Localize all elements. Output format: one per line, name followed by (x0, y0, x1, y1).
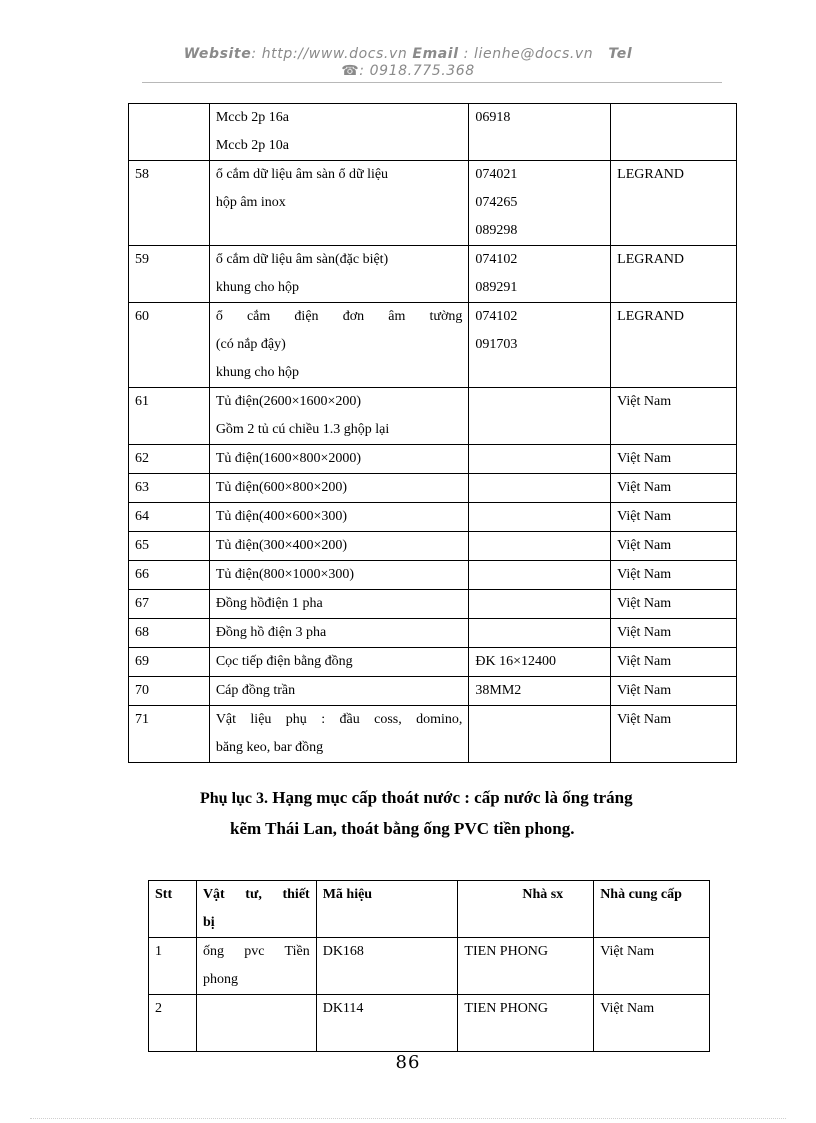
item-line: khung cho hộp (215, 280, 300, 295)
table-row (129, 706, 737, 763)
cell-stt: 65 (129, 532, 210, 561)
cell-stt (129, 104, 210, 161)
table-row (129, 590, 737, 619)
cell-stt: 67 (129, 590, 210, 619)
code-line (475, 503, 604, 531)
table-row (129, 619, 737, 648)
code-line: 089298 (475, 223, 518, 238)
header-supplier: Nhà cung cấp (594, 881, 710, 938)
cell-item (196, 938, 316, 995)
item-line: ổ cắm điện đơn âm tường (215, 309, 463, 324)
item-line: Tủ điện(300×400×200) (215, 538, 348, 553)
table-header-row (149, 881, 710, 938)
cell-stt: 68 (129, 619, 210, 648)
cell-code (469, 388, 611, 445)
item-line: ổ cắm dữ liệu âm sàn ổ dữ liệu (215, 167, 389, 182)
cell-maker: Việt Nam (611, 474, 737, 503)
tel-label: Tel (608, 46, 633, 62)
cell-item (209, 590, 469, 619)
table-row (149, 938, 710, 995)
cell-code (469, 503, 611, 532)
cell-code (469, 706, 611, 763)
cell-maker: Việt Nam (611, 503, 737, 532)
code-line: 06918 (475, 110, 511, 125)
item-line (203, 995, 310, 1023)
code-line (475, 619, 604, 647)
cell-maker: LEGRAND (611, 303, 737, 388)
item-line: Tủ điện(600×800×200) (215, 480, 348, 495)
table-row (129, 161, 737, 246)
cell-maker: Việt Nam (611, 590, 737, 619)
code-line (475, 532, 604, 560)
cell-supplier: Việt Nam (594, 938, 710, 995)
code-line: 091703 (475, 337, 518, 352)
code-line: 074021 (475, 167, 518, 182)
item-line: Tủ điện(1600×800×2000) (215, 451, 362, 466)
cell-maker: Việt Nam (611, 619, 737, 648)
cell-stt: 1 (149, 938, 197, 995)
code-line (475, 706, 604, 734)
code-line: 074102 (475, 309, 518, 324)
cell-maker: TIEN PHONG (458, 938, 594, 995)
phone-icon: ☎ (341, 63, 360, 79)
cell-maker: Việt Nam (611, 561, 737, 590)
header-code: Mã hiệu (316, 881, 458, 938)
header-maker: Nhà sx (458, 881, 594, 938)
cell-code: DK114 (316, 995, 458, 1052)
header-item-line2: bị (202, 915, 215, 930)
header-item-line1: Vật tư, thiết (202, 887, 310, 902)
cell-item (209, 706, 469, 763)
cell-item (209, 445, 469, 474)
item-line: Cọc tiếp điện bằng đồng (215, 654, 353, 669)
cell-item (209, 561, 469, 590)
appendix-line2: kẽm Thái Lan, thoát bằng ống PVC tiền phong. (230, 819, 575, 838)
cell-item (209, 503, 469, 532)
table-row (129, 303, 737, 388)
footer-divider (30, 1118, 786, 1119)
table-row (129, 388, 737, 445)
item-line: Đồng hồđiện 1 pha (215, 596, 323, 611)
cell-stt: 70 (129, 677, 210, 706)
item-line: (có nắp đậy) (215, 337, 286, 352)
cell-stt: 69 (129, 648, 210, 677)
item-line: phong (202, 972, 238, 987)
table-row (129, 104, 737, 161)
cell-code (469, 648, 611, 677)
code-line: ĐK 16×12400 (475, 654, 557, 669)
equipment-table (128, 103, 737, 763)
cell-stt: 61 (129, 388, 210, 445)
cell-maker: Việt Nam (611, 388, 737, 445)
cell-maker: Việt Nam (611, 706, 737, 763)
item-line: Vật liệu phụ : đầu coss, domino, (215, 712, 463, 727)
email-value[interactable]: : lienhe@docs.vn (463, 46, 594, 62)
code-line (475, 590, 604, 618)
cell-item (209, 619, 469, 648)
cell-maker: Việt Nam (611, 677, 737, 706)
cell-code (469, 246, 611, 303)
cell-code (469, 161, 611, 246)
item-line: Tủ điện(2600×1600×200) (215, 394, 362, 409)
cell-stt: 2 (149, 995, 197, 1052)
table-row (129, 561, 737, 590)
item-line: khung cho hộp (215, 365, 300, 380)
appendix-prefix: Phụ lục 3. (200, 790, 269, 807)
item-line: Mccb 2p 10a (215, 138, 289, 153)
cell-item (209, 104, 469, 161)
code-line: 074102 (475, 252, 518, 267)
table-row (129, 503, 737, 532)
cell-code (469, 561, 611, 590)
cell-item (209, 246, 469, 303)
code-line: 074265 (475, 195, 518, 210)
item-line: ổ cắm dữ liệu âm sàn(đặc biệt) (215, 252, 389, 267)
cell-code (469, 474, 611, 503)
cell-maker: Việt Nam (611, 445, 737, 474)
cell-stt: 59 (129, 246, 210, 303)
code-line (475, 388, 604, 416)
item-line: băng keo, bar đồng (215, 740, 324, 755)
header-item (196, 881, 316, 938)
code-line: 089291 (475, 280, 518, 295)
cell-stt: 66 (129, 561, 210, 590)
table-row (129, 532, 737, 561)
email-label: Email (412, 46, 459, 62)
table-row (149, 995, 710, 1052)
item-line: Tủ điện(800×1000×300) (215, 567, 355, 582)
table-row (129, 445, 737, 474)
cell-code (469, 619, 611, 648)
cell-maker (611, 104, 737, 161)
cell-stt: 63 (129, 474, 210, 503)
cell-item (209, 677, 469, 706)
item-line: Đồng hồ điện 3 pha (215, 625, 327, 640)
cell-item (209, 648, 469, 677)
header-divider (142, 82, 722, 83)
appendix-heading (200, 783, 720, 844)
cell-maker: Việt Nam (611, 648, 737, 677)
item-line: Gồm 2 tủ cú chiều 1.3 ghộp lại (215, 422, 390, 437)
appendix-line1: Hạng mục cấp thoát nước : cấp nước là ống tráng (272, 788, 633, 807)
table-row (129, 474, 737, 503)
item-line: Cáp đồng trần (215, 683, 296, 698)
plumbing-table (148, 880, 710, 1052)
cell-supplier: Việt Nam (594, 995, 710, 1052)
code-line (475, 474, 604, 502)
cell-maker: Việt Nam (611, 532, 737, 561)
cell-stt: 58 (129, 161, 210, 246)
code-line: 38MM2 (475, 683, 522, 698)
cell-stt: 62 (129, 445, 210, 474)
equipment-table-body (129, 104, 737, 763)
cell-stt: 64 (129, 503, 210, 532)
cell-code (469, 104, 611, 161)
plumbing-table-body (149, 938, 710, 1052)
item-line: hộp âm inox (215, 195, 286, 210)
cell-item (209, 474, 469, 503)
cell-code (469, 590, 611, 619)
item-line: ống pvc Tiền (202, 944, 310, 959)
cell-code (469, 303, 611, 388)
website-label: Website (183, 46, 252, 62)
cell-code: DK168 (316, 938, 458, 995)
table-row (129, 246, 737, 303)
table-row (129, 648, 737, 677)
cell-maker: TIEN PHONG (458, 995, 594, 1052)
cell-maker: LEGRAND (611, 246, 737, 303)
phone-number: : 0918.775.368 (359, 63, 475, 79)
cell-stt: 71 (129, 706, 210, 763)
table-row (129, 677, 737, 706)
cell-item (196, 995, 316, 1052)
cell-item (209, 532, 469, 561)
page-header (0, 46, 816, 80)
cell-item (209, 161, 469, 246)
cell-stt: 60 (129, 303, 210, 388)
cell-code (469, 445, 611, 474)
page-number: 86 (395, 1052, 421, 1073)
item-line: Tủ điện(400×600×300) (215, 509, 348, 524)
cell-maker: LEGRAND (611, 161, 737, 246)
cell-code (469, 532, 611, 561)
item-line: Mccb 2p 16a (215, 110, 289, 125)
website-url[interactable]: : http://www.docs.vn (251, 46, 408, 62)
item-line (203, 1023, 310, 1051)
code-line (475, 561, 604, 589)
code-line (475, 445, 604, 473)
cell-code (469, 677, 611, 706)
header-stt: Stt (149, 881, 197, 938)
cell-item (209, 388, 469, 445)
cell-item (209, 303, 469, 388)
